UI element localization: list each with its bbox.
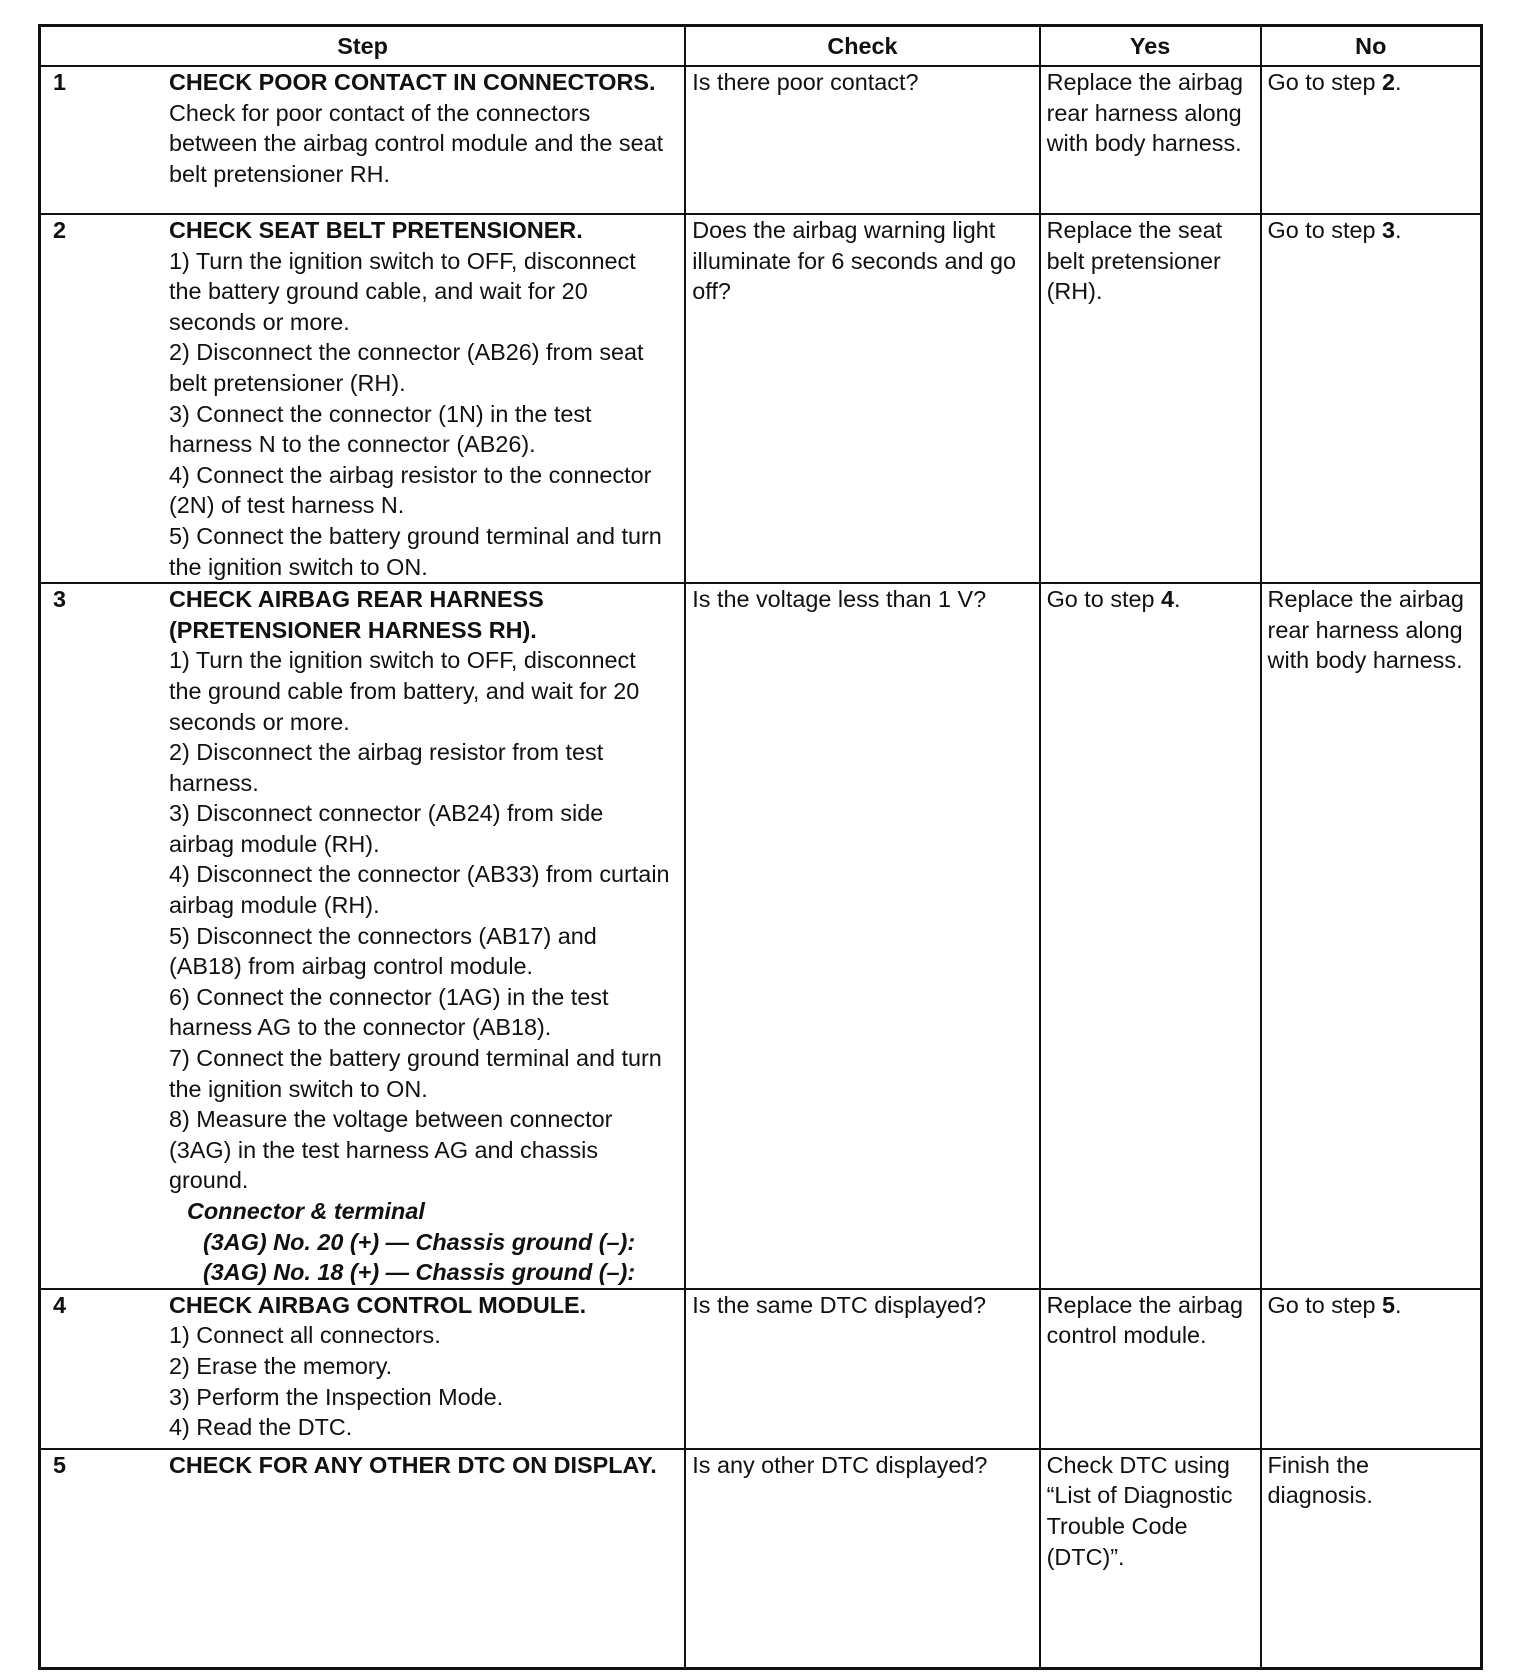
step-instruction: 2) Disconnect the airbag resistor from test harness. xyxy=(169,739,604,796)
table-row xyxy=(40,66,1482,214)
no-cell: Finish the diagnosis. xyxy=(1261,1449,1482,1669)
step-title: CHECK FOR ANY OTHER DTC ON DISPLAY. xyxy=(169,1451,657,1478)
yes-cell: Replace the airbag rear harness along with body harness. xyxy=(1040,66,1261,214)
step-instruction: 2) Erase the memory. xyxy=(169,1352,393,1379)
table-row xyxy=(40,1449,1482,1669)
check-cell: Is there poor contact? xyxy=(685,66,1039,214)
yes-suffix: . xyxy=(1174,586,1181,613)
step-instruction: 1) Turn the ignition switch to OFF, disconnect the battery ground cable, and wait for 20 seconds or more. xyxy=(169,247,636,335)
check-cell: Is the voltage less than 1 V? xyxy=(685,583,1039,1289)
terminal-heading: Connector & terminal xyxy=(187,1198,425,1224)
check-cell: Is any other DTC displayed? xyxy=(685,1449,1039,1669)
step-title: CHECK AIRBAG CONTROL MODULE. xyxy=(169,1291,587,1318)
step-instruction: 7) Connect the battery ground terminal and turn the ignition switch to ON. xyxy=(169,1045,662,1102)
terminal-line: (3AG) No. 20 (+) — Chassis ground (–): xyxy=(203,1228,636,1255)
step-number: 5 xyxy=(53,1451,67,1478)
step-instruction: 1) Turn the ignition switch to OFF, disconnect the ground cable from battery, and wait for 20 seconds or more. xyxy=(169,647,640,735)
step-cell xyxy=(40,214,686,583)
diagnostic-table xyxy=(38,24,1483,1670)
step-instruction: 4) Read the DTC. xyxy=(169,1414,353,1441)
no-cell xyxy=(1261,1289,1482,1449)
step-title: CHECK SEAT BELT PRETENSIONER. xyxy=(169,217,583,243)
step-instruction: 5) Connect the battery ground terminal and turn the ignition switch to ON. xyxy=(169,522,662,580)
no-step-ref: 5 xyxy=(1381,1291,1395,1318)
step-number: 1 xyxy=(53,69,67,95)
step-instruction: 6) Connect the connector (1AG) in the test harness AG to the connector (AB18). xyxy=(169,983,609,1041)
yes-text: Go to step xyxy=(1046,586,1162,613)
step-instruction: 4) Connect the airbag resistor to the connector (2N) of test harness N. xyxy=(169,461,652,519)
no-step-ref: 3 xyxy=(1381,217,1395,243)
step-title: CHECK AIRBAG REAR HARNESS (PRETENSIONER HARNESS RH). xyxy=(169,586,544,643)
table-row xyxy=(40,214,1482,583)
no-text: Go to step xyxy=(1267,69,1382,95)
step-instruction: 2) Disconnect the connector (AB26) from seat belt pretensioner (RH). xyxy=(169,339,644,396)
step-instruction: 3) Disconnect connector (AB24) from side airbag module (RH). xyxy=(169,800,604,857)
yes-cell: Check DTC using “List of Diagnostic Trouble Code (DTC)”. xyxy=(1040,1449,1261,1669)
header-no: No xyxy=(1261,26,1482,67)
no-text: Go to step xyxy=(1267,217,1382,243)
diagnostic-page xyxy=(38,24,1483,1670)
no-step-ref: 2 xyxy=(1381,69,1395,95)
step-number: 3 xyxy=(53,586,67,613)
no-cell: Replace the airbag rear harness along with body harness. xyxy=(1261,583,1482,1289)
step-instruction: 3) Perform the Inspection Mode. xyxy=(169,1383,504,1410)
yes-cell: Replace the airbag control module. xyxy=(1040,1289,1261,1449)
step-instruction: 1) Connect all connectors. xyxy=(169,1322,441,1349)
yes-cell: Replace the seat belt pretensioner (RH). xyxy=(1040,214,1261,583)
step-cell xyxy=(40,66,686,214)
yes-cell xyxy=(1040,583,1261,1289)
connector-terminal-spec xyxy=(169,1196,674,1288)
table-row xyxy=(40,1289,1482,1449)
step-instruction: 3) Connect the connector (1N) in the test harness N to the connector (AB26). xyxy=(169,400,592,458)
step-title: CHECK POOR CONTACT IN CONNECTORS. xyxy=(169,69,656,95)
step-instruction: 5) Disconnect the connectors (AB17) and (AB18) from airbag control module. xyxy=(169,922,597,980)
no-suffix: . xyxy=(1394,69,1402,95)
no-suffix: . xyxy=(1394,1291,1402,1318)
no-text: Go to step xyxy=(1267,1291,1382,1318)
step-number: 2 xyxy=(53,217,67,243)
step-cell xyxy=(40,1449,686,1669)
step-instruction: 4) Disconnect the connector (AB33) from curtain airbag module (RH). xyxy=(169,861,670,919)
table-header-row xyxy=(40,26,1482,67)
step-instruction: Check for poor contact of the connectors between the airbag control module and the seat belt pretensioner RH. xyxy=(169,99,664,187)
check-cell: Is the same DTC displayed? xyxy=(685,1289,1039,1449)
step-cell xyxy=(40,583,686,1289)
no-suffix: . xyxy=(1394,217,1402,243)
yes-step-ref: 4 xyxy=(1161,586,1175,613)
no-cell xyxy=(1261,66,1482,214)
step-number: 4 xyxy=(53,1291,67,1318)
header-yes: Yes xyxy=(1040,26,1261,67)
header-check: Check xyxy=(685,26,1039,67)
step-instruction: 8) Measure the voltage between connector (3AG) in the test harness AG and chassis ground. xyxy=(169,1106,613,1194)
step-cell xyxy=(40,1289,686,1449)
check-cell: Does the airbag warning light illuminate for 6 seconds and go off? xyxy=(685,214,1039,583)
header-step: Step xyxy=(40,26,686,67)
table-row xyxy=(40,583,1482,1289)
terminal-line: (3AG) No. 18 (+) — Chassis ground (–): xyxy=(203,1259,636,1286)
no-cell xyxy=(1261,214,1482,583)
